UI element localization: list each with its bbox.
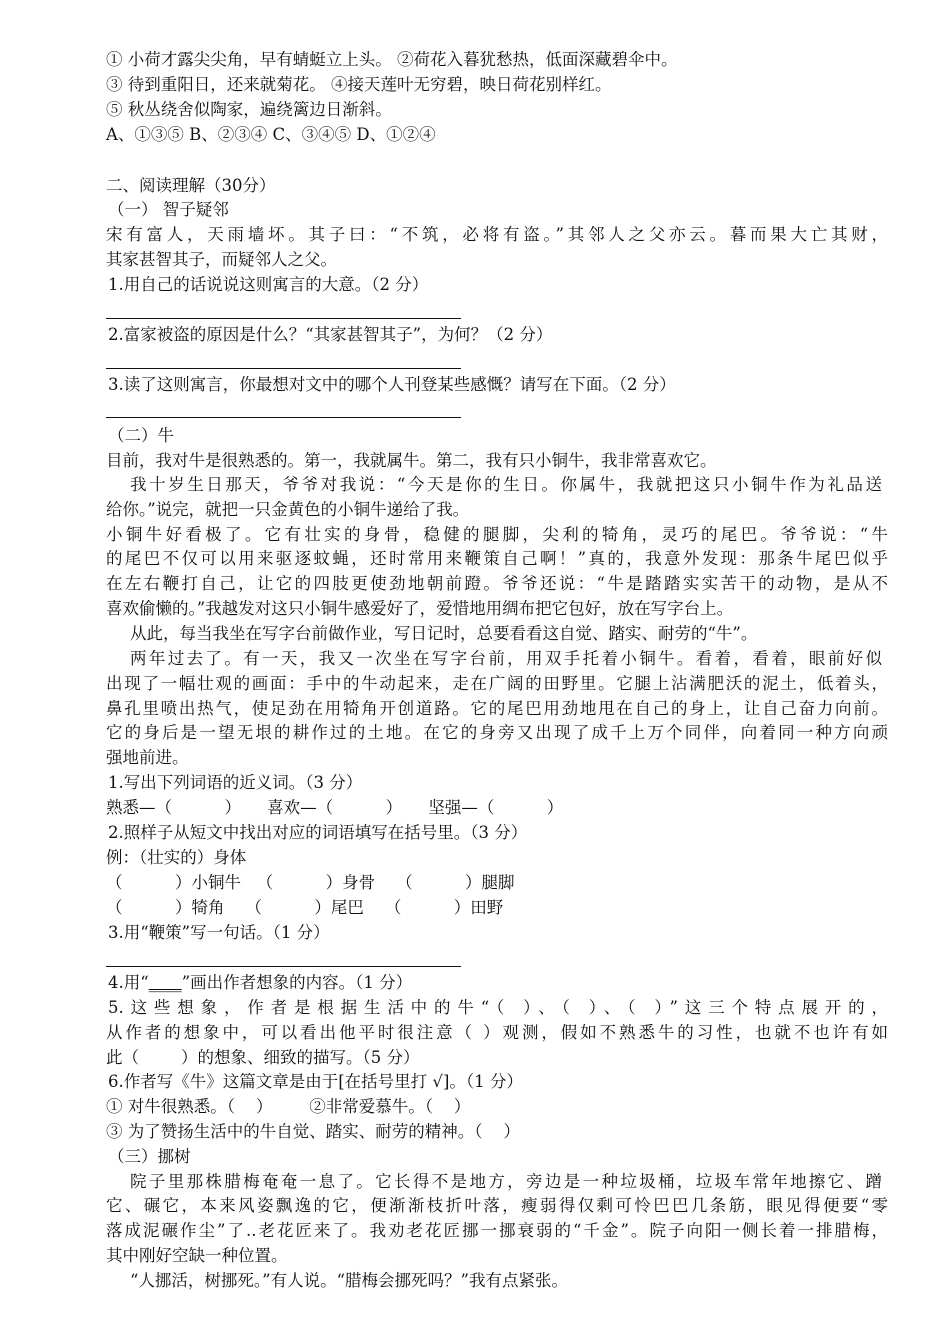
passage-3-line: 其中刚好空缺一种位置。	[106, 1246, 288, 1265]
q4-text-before: 4.用“	[108, 973, 149, 992]
fill-blanks-row[interactable]: （ ）小铜牛 （ ）身骨 （ ）腿脚	[106, 873, 515, 892]
question-1: 1.用自己的话说说这则寓言的大意。（2 分）	[108, 275, 429, 294]
reason-option-3[interactable]: ③ 为了赞扬生活中的牛自觉、踏实、耐劳的精神。（ ）	[106, 1122, 520, 1141]
question-imagination: 5.这些想象，作者是根据生活中的牛“（ ）、（ ）、（ ）”这三个特点展开的，	[108, 998, 888, 1017]
passage-1-title: （一） 智子疑邻	[108, 200, 229, 219]
q4-mark: ____	[148, 973, 182, 992]
passage-3-line: “人挪活，树挪死。”有人说。“腊梅会挪死吗？”我有点紧张。	[130, 1271, 568, 1290]
passage-2-title: （二）牛	[108, 426, 174, 445]
passage-2-line: 强地前进。	[106, 748, 189, 767]
question-synonyms: 1.写出下列词语的近义词。（3 分）	[108, 773, 363, 792]
passage-1-text: 其家甚智其子，而疑邻人之父。	[106, 250, 337, 269]
passage-3-line: 它、碾它，本来风姿飘逸的它，便渐渐枝折叶落，瘦弱得仅剩可怜巴巴几条筋，眼见得便要“零	[106, 1196, 888, 1215]
answer-line[interactable]	[106, 966, 461, 967]
passage-2-line: 小铜牛好看极了。它有壮实的身骨，稳健的腿脚，尖利的犄角，灵巧的尾巴。爷爷说：“牛	[106, 525, 888, 544]
passage-2-line: 出现了一幅壮观的画面：手中的牛动起来，走在广阔的田野里。它腿上沾满肥沃的泥土，低着头，	[106, 674, 888, 693]
question-imagination: 从作者的想象中，可以看出他平时很注意（ ）观测，假如不熟悉牛的习性，也就不也许有如	[106, 1023, 888, 1042]
question-reason: 6.作者写《牛》这篇文章是由于[在括号里打 √]。（1 分）	[108, 1072, 523, 1091]
passage-2-line: 在左右鞭打自己，让它的四肢更使劲地朝前蹬。爷爷还说：“牛是踏踏实实苦干的动物，是从不	[106, 574, 888, 593]
reason-options[interactable]: ① 对牛很熟悉。（ ） ②非常爱慕牛。（ ）	[106, 1097, 471, 1116]
poem-line-2: ③ 待到重阳日，还来就菊花。 ④接天莲叶无穷碧，映日荷花别样红。	[106, 75, 612, 94]
passage-2-line: 目前，我对牛是很熟悉的。第一，我就属牛。第二，我有只小铜牛，我非常喜欢它。	[106, 451, 717, 470]
question-underline	[108, 971, 412, 996]
answer-line[interactable]	[106, 318, 461, 319]
answer-line[interactable]	[106, 368, 461, 369]
fill-blanks-row[interactable]: （ ）犄角 （ ）尾巴 （ ）田野	[106, 898, 504, 917]
passage-3-title: （三）挪树	[108, 1147, 191, 1166]
passage-3-line: 落成泥碾作尘”了..老花匠来了。我劝老花匠挪一挪衰弱的“千金”。院子向阳一侧长着一排腊梅，	[106, 1221, 888, 1240]
poem-line-3: ⑤ 秋丛绕舍似陶家，遍绕篱边日渐斜。	[106, 100, 392, 119]
passage-2-line: 的尾巴不仅可以用来驱逐蚊蝇，还时常用来鞭策自己啊！”真的，我意外发现：那条牛尾巴似乎	[106, 549, 888, 568]
question-sentence: 3.用“鞭策”写一句话。（1 分）	[108, 923, 330, 942]
answer-options: A、①③⑤ B、②③④ C、③④⑤ D、①②④	[106, 125, 436, 144]
poem-line-1: ① 小荷才露尖尖角，早有蜻蜓立上头。 ②荷花入暮犹愁热，低面深藏碧伞中。	[106, 50, 678, 69]
section-heading: 二、阅读理解（30分）	[106, 176, 276, 195]
question-fill: 2.照样子从短文中找出对应的词语填写在括号里。（3 分）	[108, 823, 528, 842]
question-imagination: 此（ ）的想象、细致的描写。（5 分）	[106, 1048, 420, 1067]
question-3: 3.读了这则寓言，你最想对文中的哪个人刊登某些感慨？请写在下面。（2 分）	[108, 375, 676, 394]
passage-2-line: 两年过去了。有一天，我又一次坐在写字台前，用双手托着小铜牛。看着，看着，眼前好似	[130, 649, 882, 668]
passage-2-line: 鼻孔里喷出热气，使足劲在用犄角开创道路。它的尾巴用劲地甩在自己的身上，让自己奋力向前。	[106, 699, 888, 718]
fill-example: 例：（壮实的）身体	[106, 848, 247, 867]
passage-2-line: 从此，每当我坐在写字台前做作业，写日记时，总要看看这自觉、踏实、耐劳的“牛”。	[130, 624, 758, 643]
passage-3-line: 院子里那株腊梅奄奄一息了。它长得不是地方，旁边是一种垃圾桶，垃圾车常年地擦它、蹭	[130, 1172, 882, 1191]
passage-2-line: 它的身后是一望无垠的耕作过的土地。在它的身旁又出现了成千上万个同伴，向着同一种方向顽	[106, 723, 888, 742]
question-2: 2.富家被盗的原因是什么？“其家甚智其子”，为何？（2 分）	[108, 325, 553, 344]
synonym-blanks[interactable]: 熟悉—（ ） 喜欢—（ ） 坚强—（ ）	[106, 798, 564, 817]
answer-line[interactable]	[106, 417, 461, 418]
passage-2-line: 给你。”说完，就把一只金黄色的小铜牛递给了我。	[106, 500, 470, 519]
passage-1-text: 宋有富人，天雨墙坏。其子曰：“不筑，必将有盗。”其邻人之父亦云。暮而果大亡其财，	[106, 225, 888, 244]
passage-2-line: 我十岁生日那天，爷爷对我说：“今天是你的生日。你属牛，我就把这只小铜牛作为礼品送	[130, 475, 882, 494]
passage-2-line: 喜欢偷懒的。”我越发对这只小铜牛感爱好了，爱惜地用绸布把它包好，放在写字台上。	[106, 599, 734, 618]
q4-text-after: ”画出作者想象的内容。（1 分）	[181, 973, 413, 992]
